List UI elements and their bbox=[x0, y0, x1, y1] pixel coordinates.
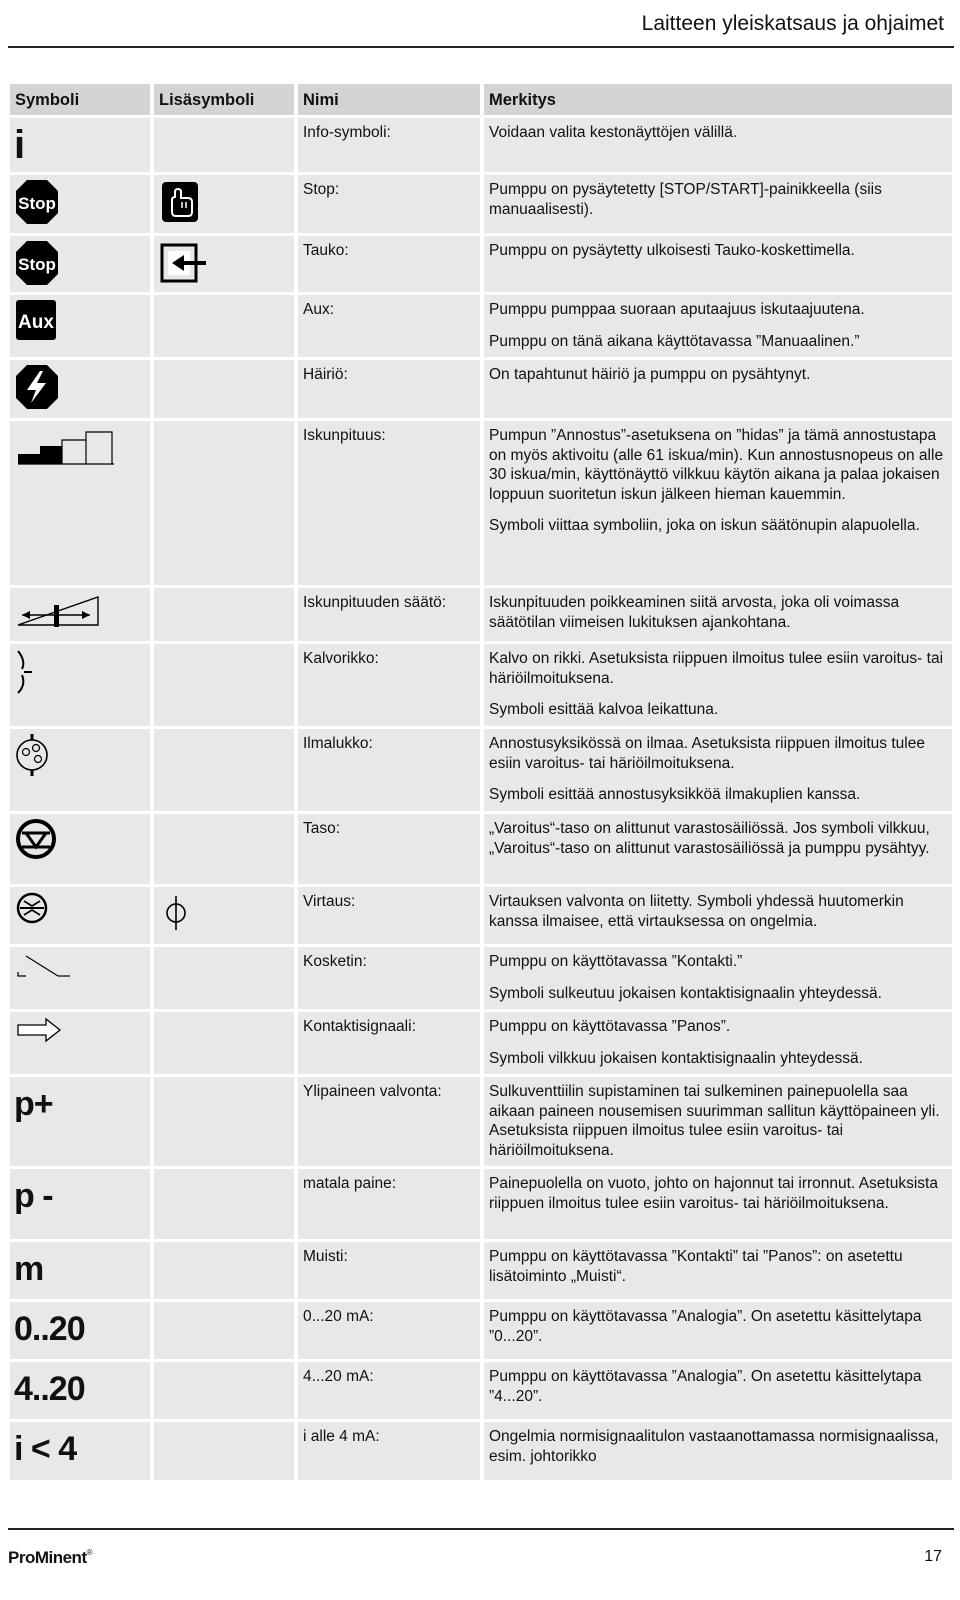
table-row bbox=[10, 360, 952, 418]
page-header-title: Laitteen yleiskatsaus ja ohjaimet bbox=[641, 12, 944, 35]
symbol-meaning: Pumppu on käyttötavassa ”Analogia”. On asetettu käsittelytapa ”0...20”. bbox=[484, 1302, 952, 1359]
low-pressure-symbol: p - bbox=[14, 1177, 53, 1215]
symbol-meaning: Sulkuventtiilin supistaminen tai sulkeminen painepuolella saa aikaan paineen nousemisen suurimman sallitun käyttöpaineen yli. Asetuksista riippuen ilmoitus tulee esiin varoitus- tai häriöilmoituksena. bbox=[484, 1077, 952, 1166]
svg-text:Stop: Stop bbox=[18, 255, 56, 274]
symbol-cell bbox=[10, 814, 150, 884]
aux-icon bbox=[14, 298, 60, 344]
symbol-name: Ylipaineen valvonta: bbox=[298, 1077, 480, 1166]
svg-text:Aux: Aux bbox=[18, 312, 54, 333]
level-icon bbox=[14, 817, 60, 863]
symbol-cell bbox=[10, 729, 150, 811]
extra-symbol-cell bbox=[154, 118, 294, 172]
symbol-name: Iskunpituus: bbox=[298, 421, 480, 585]
table-row bbox=[10, 887, 952, 944]
analog-4-20-symbol: 4..20 bbox=[14, 1370, 85, 1408]
symbol-cell bbox=[10, 1012, 150, 1074]
symbol-cell bbox=[10, 1242, 150, 1299]
extra-symbol-cell bbox=[154, 1169, 294, 1239]
hand-press-icon bbox=[158, 178, 204, 226]
header-rule bbox=[8, 46, 954, 48]
table-row bbox=[10, 1362, 952, 1419]
flow-sensor-icon bbox=[158, 890, 198, 936]
symbol-cell bbox=[10, 421, 150, 585]
column-header: Merkitys bbox=[484, 84, 952, 115]
flow-icon bbox=[14, 890, 54, 930]
diaphragm-rupture-icon bbox=[14, 647, 44, 697]
table-row bbox=[10, 588, 952, 641]
table-row bbox=[10, 729, 952, 811]
symbol-cell bbox=[10, 118, 150, 172]
symbol-name: Tauko: bbox=[298, 236, 480, 292]
extra-symbol-cell bbox=[154, 1077, 294, 1166]
symbol-cell bbox=[10, 295, 150, 357]
extra-symbol-cell bbox=[154, 947, 294, 1009]
current-below-4-symbol: i < 4 bbox=[14, 1430, 77, 1468]
memory-symbol: m bbox=[14, 1250, 44, 1288]
symbol-name: Muisti: bbox=[298, 1242, 480, 1299]
extra-symbol-cell bbox=[154, 236, 294, 292]
symbol-cell bbox=[10, 1422, 150, 1480]
table-row bbox=[10, 1169, 952, 1239]
column-header: Nimi bbox=[298, 84, 480, 115]
prominent-logo: ProMinent® bbox=[8, 1548, 93, 1567]
symbol-name: Iskunpituuden säätö: bbox=[298, 588, 480, 641]
symbol-cell bbox=[10, 644, 150, 726]
symbol-meaning: Ongelmia normisignaalitulon vastaanottamassa normisignaalissa, esim. johtorikko bbox=[484, 1422, 952, 1480]
table-row bbox=[10, 236, 952, 292]
symbol-meaning: „Varoitus“-taso on alittunut varastosäiliössä. Jos symboli vilkkuu, „Varoitus“-taso on alittunut varastosäiliössä ja pumppu pysähtyy. bbox=[484, 814, 952, 884]
symbol-cell bbox=[10, 175, 150, 233]
symbol-name: Ilmalukko: bbox=[298, 729, 480, 811]
symbol-name: Häiriö: bbox=[298, 360, 480, 418]
extra-symbol-cell bbox=[154, 175, 294, 233]
symbol-meaning: On tapahtunut häiriö ja pumppu on pysähtynyt. bbox=[484, 360, 952, 418]
table-row bbox=[10, 1242, 952, 1299]
extra-symbol-cell bbox=[154, 360, 294, 418]
extra-symbol-cell bbox=[154, 295, 294, 357]
svg-text:Stop: Stop bbox=[18, 194, 56, 213]
symbol-cell bbox=[10, 588, 150, 641]
info-symbol-icon: i bbox=[14, 123, 26, 167]
extra-symbol-cell bbox=[154, 421, 294, 585]
extra-symbol-cell bbox=[154, 1302, 294, 1359]
symbol-name: Aux: bbox=[298, 295, 480, 357]
table-row bbox=[10, 1012, 952, 1074]
symbol-meaning: Pumppu on pysäytetetty [STOP/START]-painikkeella (siis manuaalisesti). bbox=[484, 175, 952, 233]
symbol-meaning: Pumppu on käyttötavassa ”Panos”. Symboli vilkkuu jokaisen kontaktisignaalin yhteydessä. bbox=[484, 1012, 952, 1074]
stop-sign-icon bbox=[14, 178, 60, 226]
symbol-meaning: Voidaan valita kestonäyttöjen välillä. bbox=[484, 118, 952, 172]
symbol-name: Taso: bbox=[298, 814, 480, 884]
table-header-row bbox=[10, 84, 952, 115]
extra-symbol-cell bbox=[154, 1362, 294, 1419]
symbol-cell bbox=[10, 947, 150, 1009]
symbol-meaning: Virtauksen valvonta on liitetty. Symboli yhdessä huutomerkin kanssa ilmaisee, että virtauksessa on ongelmia. bbox=[484, 887, 952, 944]
table-row bbox=[10, 118, 952, 172]
symbol-name: Kalvorikko: bbox=[298, 644, 480, 726]
extra-symbol-cell bbox=[154, 588, 294, 641]
symbol-name: 0...20 mA: bbox=[298, 1302, 480, 1359]
symbol-name: Info-symboli: bbox=[298, 118, 480, 172]
stop-sign-icon bbox=[14, 239, 60, 287]
table-row bbox=[10, 1302, 952, 1359]
symbol-cell bbox=[10, 1077, 150, 1166]
extra-symbol-cell bbox=[154, 1012, 294, 1074]
symbol-name: i alle 4 mA: bbox=[298, 1422, 480, 1480]
table-row bbox=[10, 947, 952, 1009]
contact-signal-arrow-icon bbox=[14, 1015, 64, 1045]
symbol-cell bbox=[10, 1302, 150, 1359]
table-row bbox=[10, 295, 952, 357]
table-row bbox=[10, 421, 952, 585]
column-header: Symboli bbox=[10, 84, 150, 115]
extra-symbol-cell bbox=[154, 729, 294, 811]
air-lock-icon bbox=[14, 732, 54, 778]
extra-symbol-cell bbox=[154, 1242, 294, 1299]
overpressure-symbol: p+ bbox=[14, 1085, 53, 1123]
symbol-name: Kosketin: bbox=[298, 947, 480, 1009]
stroke-length-icon bbox=[14, 424, 124, 470]
fault-lightning-icon bbox=[14, 363, 60, 411]
stroke-adjust-icon bbox=[14, 591, 104, 633]
external-input-icon bbox=[158, 239, 210, 287]
symbol-cell bbox=[10, 887, 150, 944]
extra-symbol-cell bbox=[154, 1422, 294, 1480]
symbol-name: Virtaus: bbox=[298, 887, 480, 944]
extra-symbol-cell bbox=[154, 644, 294, 726]
symbol-meaning: Pumppu on pysäytetty ulkoisesti Tauko-koskettimella. bbox=[484, 236, 952, 292]
table-row bbox=[10, 1422, 952, 1480]
symbol-meaning: Pumpun ”Annostus”-asetuksena on ”hidas” ja tämä annostustapa on myös aktivoitu (alle 61 iskua/min). Kun annostusnopeus on alle 30 iskua/min, käyttönäyttö vilkkuu käytön aikana ja palaa jokaisen loppuun suoritetun iskun jälkeen hieman kauemmin. Symboli viittaa symboliin, joka on iskun säätönupin alapuolella. bbox=[484, 421, 952, 585]
contact-switch-icon bbox=[14, 950, 74, 986]
extra-symbol-cell bbox=[154, 814, 294, 884]
symbol-meaning: Pumppu on käyttötavassa ”Analogia”. On asetettu käsittelytapa ”4...20”. bbox=[484, 1362, 952, 1419]
symbol-name: Stop: bbox=[298, 175, 480, 233]
footer-rule bbox=[8, 1528, 954, 1530]
page-number: 17 bbox=[924, 1548, 942, 1565]
symbol-name: 4...20 mA: bbox=[298, 1362, 480, 1419]
symbol-cell bbox=[10, 360, 150, 418]
table-row bbox=[10, 1077, 952, 1166]
table-row bbox=[10, 644, 952, 726]
symbol-meaning: Iskunpituuden poikkeaminen siitä arvosta, joka oli voimassa säätötilan viimeisen lukituksen ajankohtana. bbox=[484, 588, 952, 641]
table-row bbox=[10, 814, 952, 884]
symbol-name: Kontaktisignaali: bbox=[298, 1012, 480, 1074]
table-row bbox=[10, 175, 952, 233]
symbol-cell bbox=[10, 1169, 150, 1239]
symbol-meaning: Annostusyksikössä on ilmaa. Asetuksista riippuen ilmoitus tulee esiin varoitus- tai häriöilmoituksena. Symboli esittää annostusyksikköä ilmakuplien kanssa. bbox=[484, 729, 952, 811]
symbol-cell bbox=[10, 1362, 150, 1419]
analog-0-20-symbol: 0..20 bbox=[14, 1310, 85, 1348]
symbol-cell bbox=[10, 236, 150, 292]
column-header: Lisäsymboli bbox=[154, 84, 294, 115]
symbol-name: matala paine: bbox=[298, 1169, 480, 1239]
symbol-meaning: Pumppu pumppaa suoraan aputaajuus iskutaajuutena. Pumppu on tänä aikana käyttötavassa ”Manuaalinen.” bbox=[484, 295, 952, 357]
symbol-table bbox=[6, 81, 956, 1483]
symbol-meaning: Pumppu on käyttötavassa ”Kontakti.” Symboli sulkeutuu jokaisen kontaktisignaalin yhteydessä. bbox=[484, 947, 952, 1009]
symbol-meaning: Pumppu on käyttötavassa ”Kontakti” tai ”Panos”: on asetettu lisätoiminto „Muisti“. bbox=[484, 1242, 952, 1299]
symbol-meaning: Painepuolella on vuoto, johto on hajonnut tai irronnut. Asetuksista riippuen ilmoitus tulee esiin varoitus- tai häriöilmoituksena. bbox=[484, 1169, 952, 1239]
extra-symbol-cell bbox=[154, 887, 294, 944]
symbol-meaning: Kalvo on rikki. Asetuksista riippuen ilmoitus tulee esiin varoitus- tai häriöilmoituksena. Symboli esittää kalvoa leikattuna. bbox=[484, 644, 952, 726]
